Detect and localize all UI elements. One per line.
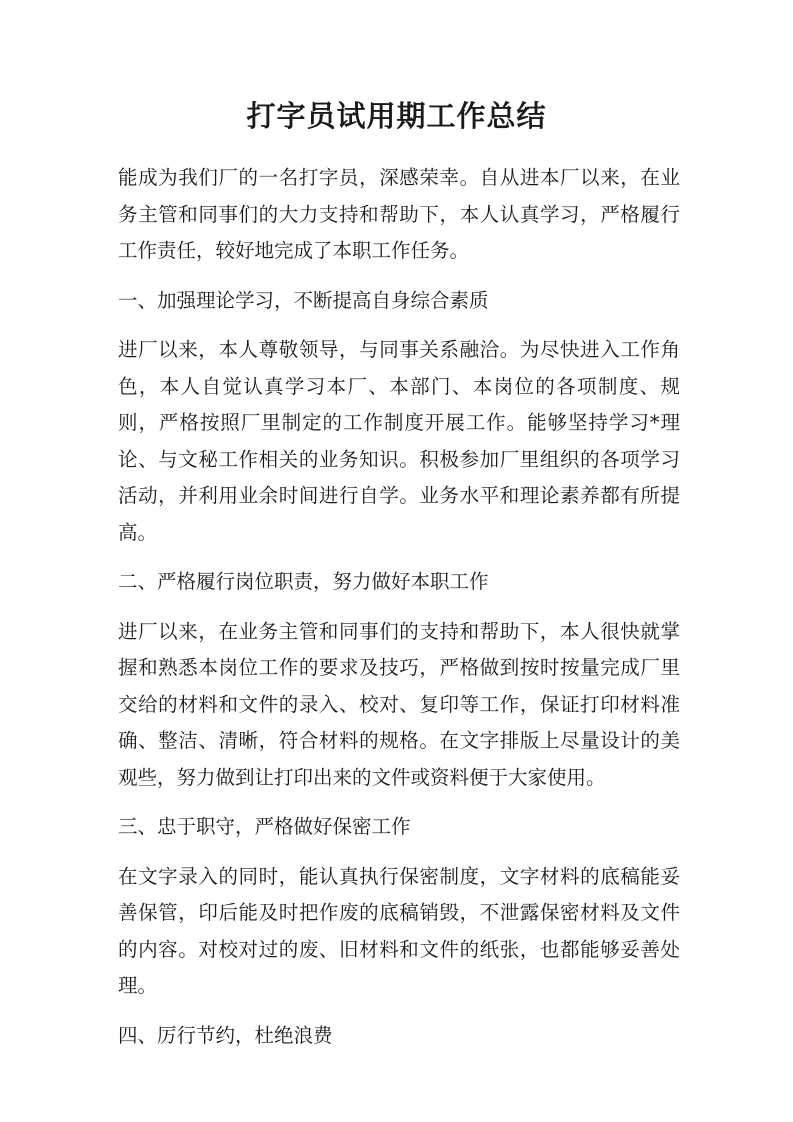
- document-body: [118, 160, 680, 1067]
- document-title: 打字员试用期工作总结: [246, 99, 547, 133]
- section-2-heading: 二、严格履行岗位职责，努力做好本职工作: [118, 570, 489, 593]
- section-3-heading: 三、忠于职守，严格做好保密工作: [118, 815, 411, 838]
- intro-paragraph: 能成为我们厂的一名打字员，深感荣幸。自从进本厂以来，在业务主管和同事们的大力支持和帮助下，本人认真学习，严格履行工作责任，较好地完成了本职工作任务。: [118, 166, 680, 262]
- section-3-paragraph: 在文字录入的同时，能认真执行保密制度，文字材料的底稿能妥善保管，印后能及时把作废的底稿销毁，不泄露保密材料及文件的内容。对校对过的废、旧材料和文件的纸张，也都能够妥善处理。: [118, 864, 680, 997]
- section-1-heading: 一、加强理论学习，不断提高自身综合素质: [118, 288, 489, 312]
- section-4-heading: 四、厉行节约，杜绝浪费: [118, 1023, 333, 1047]
- section-2-paragraph: 进厂以来，在业务主管和同事们的支持和帮助下，本人很快就掌握和熟悉本岗位工作的要求及技巧，严格做到按时按量完成厂里交给的材料和文件的录入、校对、复印等工作，保证打印材料准确、整洁、清晰，符合材料的规格。在文字排版上尽量设计的美观些，努力做到让打印出来的文件或资料便于大家使用。: [118, 619, 680, 789]
- section-1-paragraph: 进厂以来，本人尊敬领导，与同事关系融洽。为尽快进入工作角色，本人自觉认真学习本厂、本部门、本岗位的各项制度、规则，严格按照厂里制定的工作制度开展工作。能够坚持学习*理论、与文秘工作相关的业务知识。积极参加厂里组织的各项学习活动，并利用业余时间进行自学。业务水平和理论素养都有所提高。: [118, 338, 680, 544]
